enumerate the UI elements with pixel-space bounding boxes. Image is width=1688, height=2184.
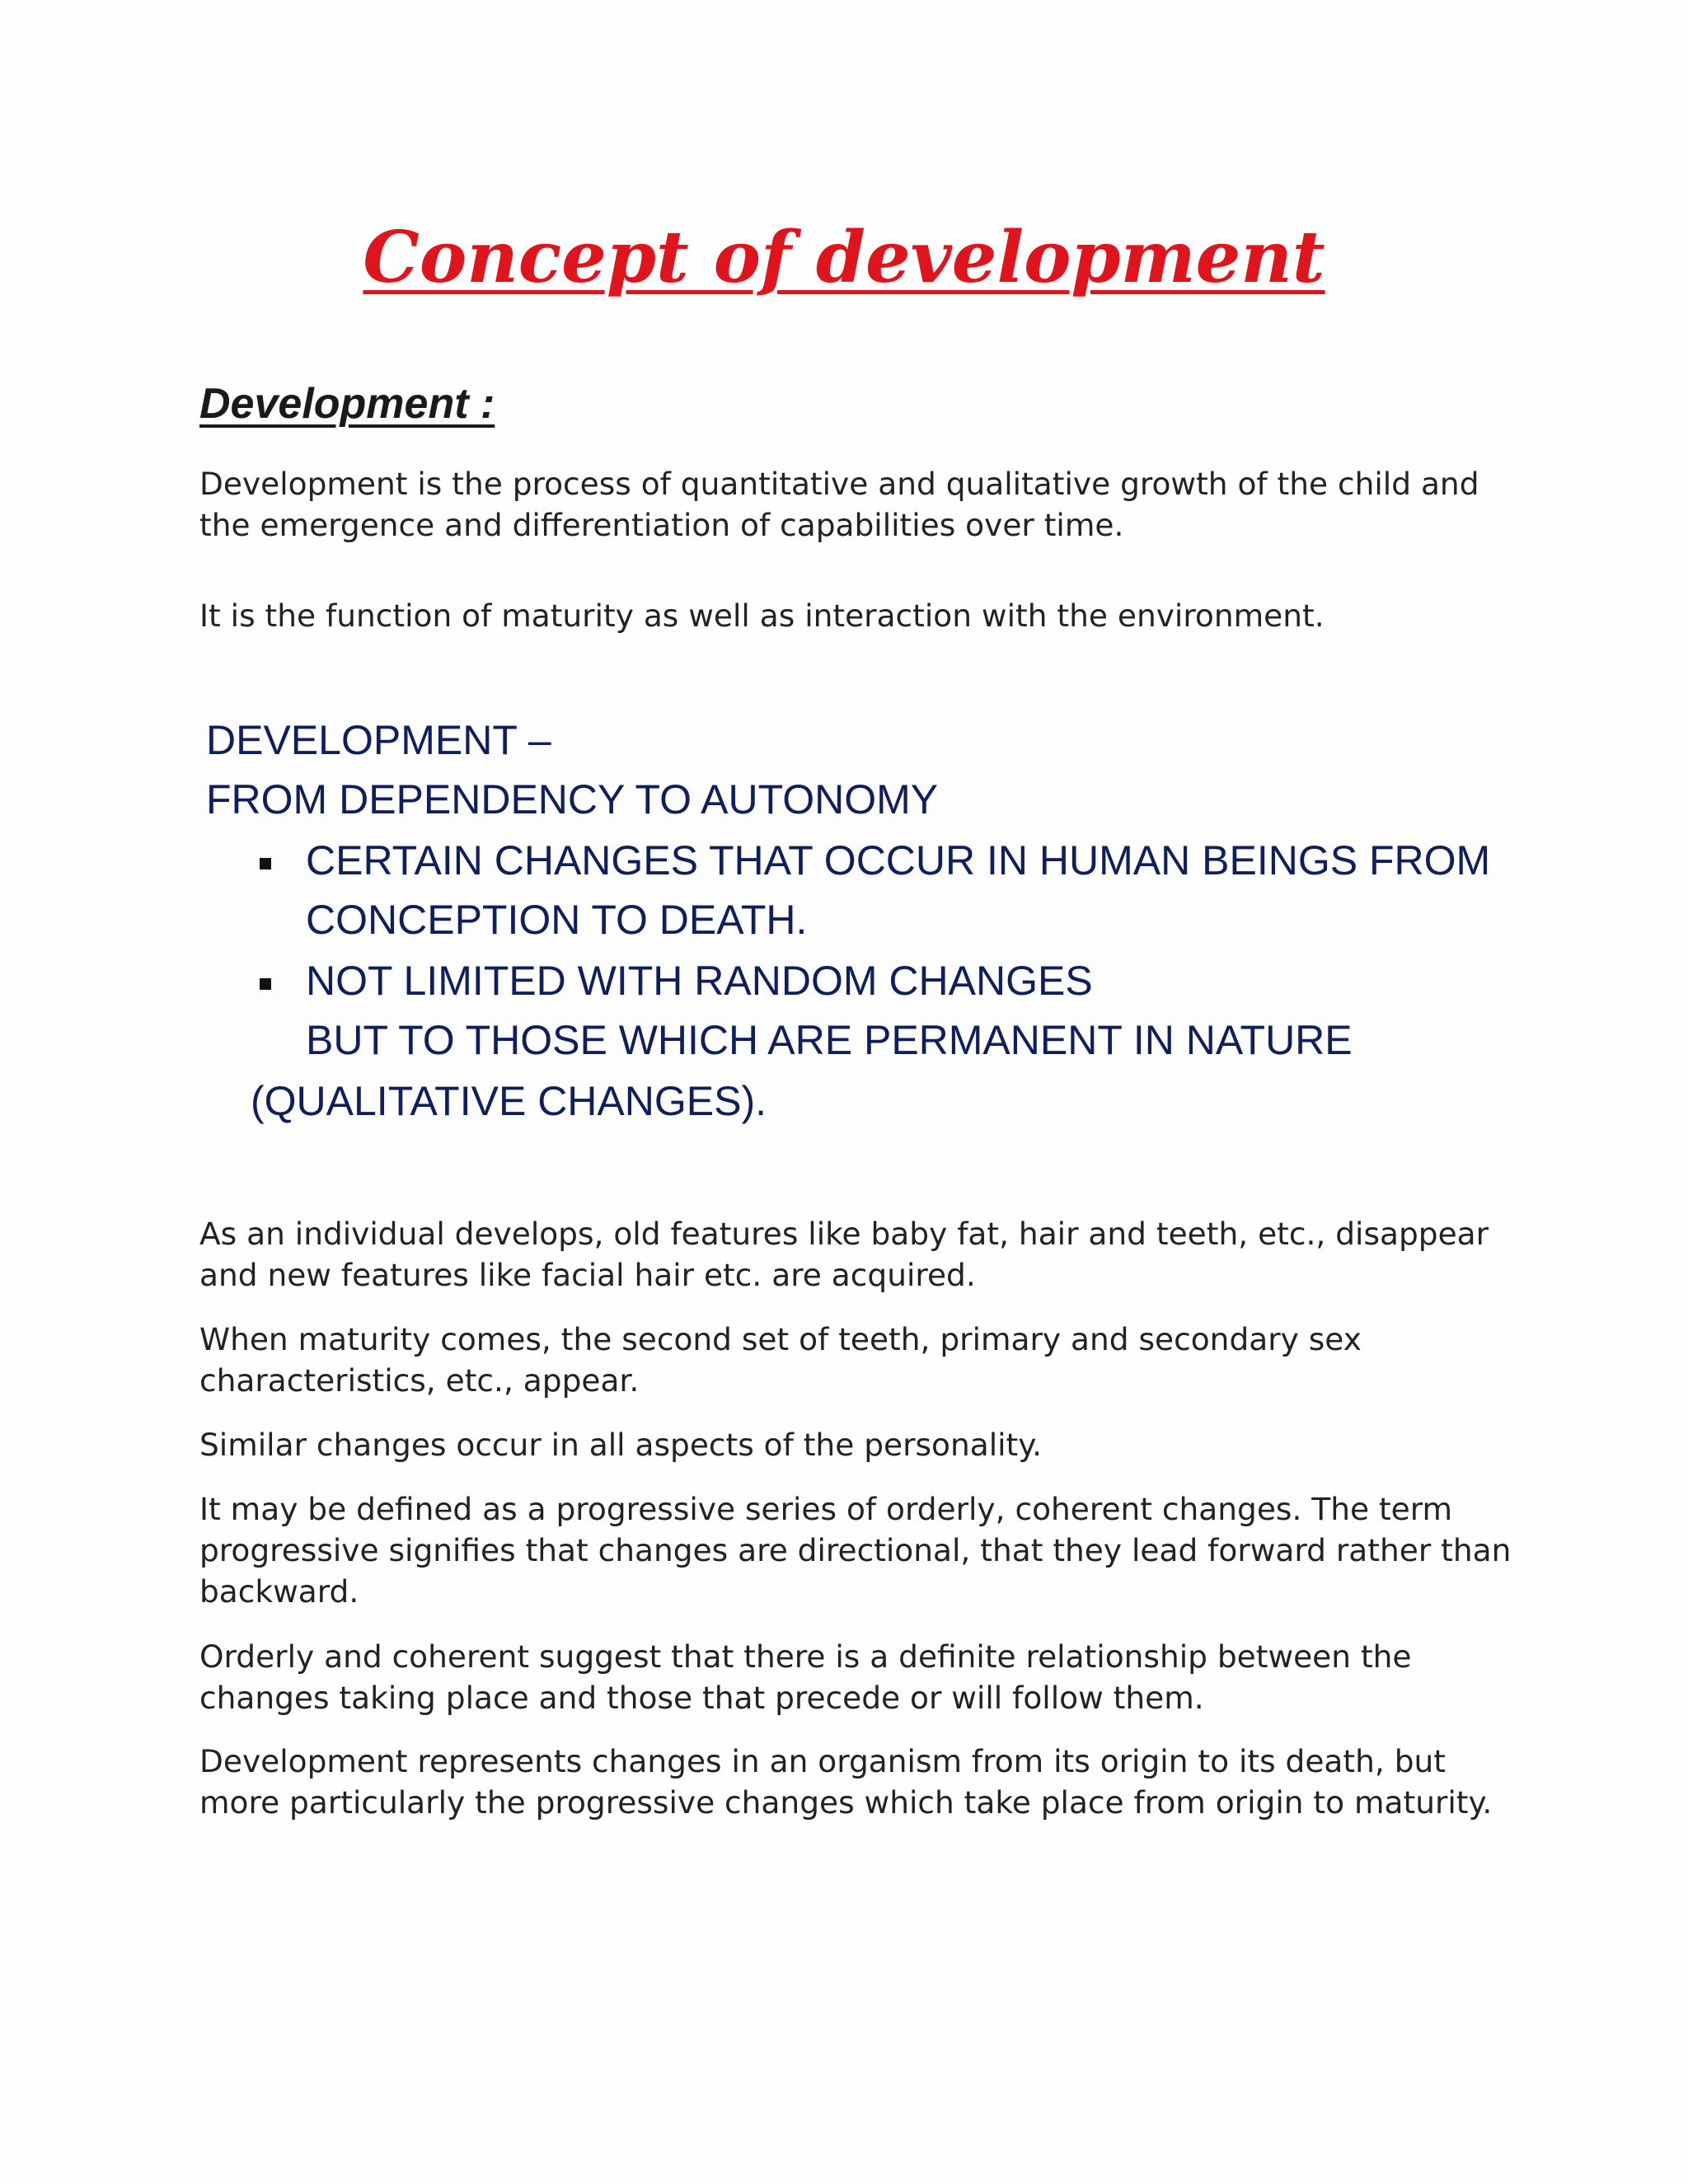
body-paragraph-6: Development represents changes in an organism from its origin to its death, but more particularly the progressive changes which take place from origin to maturity. bbox=[199, 1743, 1493, 1821]
slide-trailing-line: (QUALITATIVE CHANGES). bbox=[251, 1078, 767, 1124]
slide-bullet-2-line-2: BUT TO THOSE WHICH ARE PERMANENT IN NATURE bbox=[306, 1017, 1353, 1063]
body-paragraph-1: As an individual develops, old features like baby fat, hair and teeth, etc., disappear and new features like facial hair etc. are acquired. bbox=[199, 1216, 1489, 1293]
square-bullet-icon bbox=[260, 858, 271, 869]
slide-heading-line-1: DEVELOPMENT – bbox=[206, 717, 551, 763]
page-title-text: Concept of development bbox=[363, 216, 1325, 299]
slide-excerpt bbox=[198, 710, 1517, 1155]
body-paragraph-3: Similar changes occur in all aspects of the personality. bbox=[199, 1427, 1043, 1463]
section-heading: Development : bbox=[199, 380, 495, 428]
square-bullet-icon bbox=[260, 978, 271, 990]
body-paragraph-4: It may be defined as a progressive series of orderly, coherent changes. The term progressive signifies that changes are directional, that they lead forward rather than backward. bbox=[199, 1491, 1512, 1610]
slide-bullet-1-line-1: CERTAIN CHANGES THAT OCCUR IN HUMAN BEINGS FROM bbox=[306, 837, 1491, 883]
page-title bbox=[0, 213, 1688, 303]
body-paragraph-2: When maturity comes, the second set of teeth, primary and secondary sex characteristics, etc., appear. bbox=[199, 1321, 1362, 1399]
body-paragraph-5: Orderly and coherent suggest that there is a definite relationship between the changes taking place and those that precede or will follow them. bbox=[199, 1638, 1412, 1716]
slide-heading-line-2: FROM DEPENDENCY TO AUTONOMY bbox=[206, 776, 939, 823]
slide-bullet-2-line-1: NOT LIMITED WITH RANDOM CHANGES bbox=[306, 958, 1093, 1004]
intro-paragraph-2: It is the function of maturity as well as interaction with the environment. bbox=[199, 598, 1325, 634]
slide-bullet-1-line-2: CONCEPTION TO DEATH. bbox=[306, 897, 808, 943]
intro-paragraph-1: Development is the process of quantitative and qualitative growth of the child and the emergence and differentiation of capabilities over time. bbox=[199, 466, 1479, 543]
